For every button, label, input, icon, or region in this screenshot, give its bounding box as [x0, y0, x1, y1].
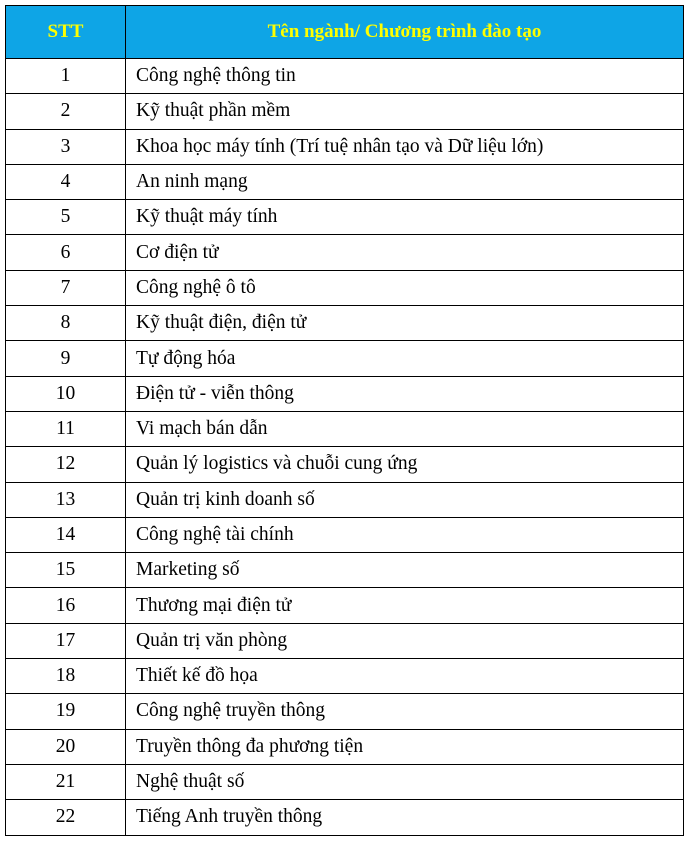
row-stt: 15: [6, 553, 126, 588]
row-stt: 16: [6, 588, 126, 623]
row-stt: 19: [6, 694, 126, 729]
row-program-name: Nghệ thuật số: [126, 764, 684, 799]
row-stt: 20: [6, 729, 126, 764]
table-row: [6, 729, 684, 764]
table-row: [6, 94, 684, 129]
row-program-name: Tự động hóa: [126, 341, 684, 376]
table-row: [6, 517, 684, 552]
row-stt: 18: [6, 659, 126, 694]
row-stt: 6: [6, 235, 126, 270]
row-program-name: Công nghệ tài chính: [126, 517, 684, 552]
row-stt: 11: [6, 411, 126, 446]
table-row: [6, 694, 684, 729]
table-row: [6, 200, 684, 235]
table-row: [6, 764, 684, 799]
row-program-name: Kỹ thuật máy tính: [126, 200, 684, 235]
header-stt: STT: [6, 6, 126, 59]
table-row: [6, 553, 684, 588]
table-row: [6, 623, 684, 658]
table-row: [6, 482, 684, 517]
table-row: [6, 376, 684, 411]
table-row: [6, 447, 684, 482]
row-program-name: Thiết kế đồ họa: [126, 659, 684, 694]
table-row: [6, 411, 684, 446]
row-stt: 9: [6, 341, 126, 376]
row-program-name: Quản trị kinh doanh số: [126, 482, 684, 517]
table-row: [6, 270, 684, 305]
row-program-name: Cơ điện tử: [126, 235, 684, 270]
row-stt: 1: [6, 59, 126, 94]
header-program-name: Tên ngành/ Chương trình đào tạo: [126, 6, 684, 59]
table-body: [6, 59, 684, 836]
row-program-name: Kỹ thuật phần mềm: [126, 94, 684, 129]
row-stt: 7: [6, 270, 126, 305]
row-program-name: Vi mạch bán dẫn: [126, 411, 684, 446]
row-stt: 5: [6, 200, 126, 235]
row-stt: 14: [6, 517, 126, 552]
row-program-name: Công nghệ truyền thông: [126, 694, 684, 729]
row-stt: 4: [6, 164, 126, 199]
row-program-name: Kỹ thuật điện, điện tử: [126, 306, 684, 341]
row-program-name: Công nghệ ô tô: [126, 270, 684, 305]
row-program-name: Quản lý logistics và chuỗi cung ứng: [126, 447, 684, 482]
table-row: [6, 659, 684, 694]
row-program-name: Quản trị văn phòng: [126, 623, 684, 658]
row-stt: 17: [6, 623, 126, 658]
row-program-name: Điện tử - viễn thông: [126, 376, 684, 411]
table-row: [6, 800, 684, 835]
table-row: [6, 588, 684, 623]
row-stt: 8: [6, 306, 126, 341]
program-table: [5, 5, 684, 836]
row-program-name: Tiếng Anh truyền thông: [126, 800, 684, 835]
table-header: [6, 6, 684, 59]
row-stt: 13: [6, 482, 126, 517]
table-row: [6, 306, 684, 341]
table-row: [6, 59, 684, 94]
table-row: [6, 341, 684, 376]
row-stt: 12: [6, 447, 126, 482]
row-stt: 22: [6, 800, 126, 835]
row-program-name: Công nghệ thông tin: [126, 59, 684, 94]
table-row: [6, 164, 684, 199]
row-program-name: Truyền thông đa phương tiện: [126, 729, 684, 764]
row-stt: 10: [6, 376, 126, 411]
program-table-container: [5, 5, 683, 836]
header-row: [6, 6, 684, 59]
table-row: [6, 235, 684, 270]
row-program-name: An ninh mạng: [126, 164, 684, 199]
row-stt: 3: [6, 129, 126, 164]
table-row: [6, 129, 684, 164]
row-program-name: Marketing số: [126, 553, 684, 588]
row-program-name: Thương mại điện tử: [126, 588, 684, 623]
row-stt: 2: [6, 94, 126, 129]
row-program-name: Khoa học máy tính (Trí tuệ nhân tạo và Dữ liệu lớn): [126, 129, 684, 164]
row-stt: 21: [6, 764, 126, 799]
